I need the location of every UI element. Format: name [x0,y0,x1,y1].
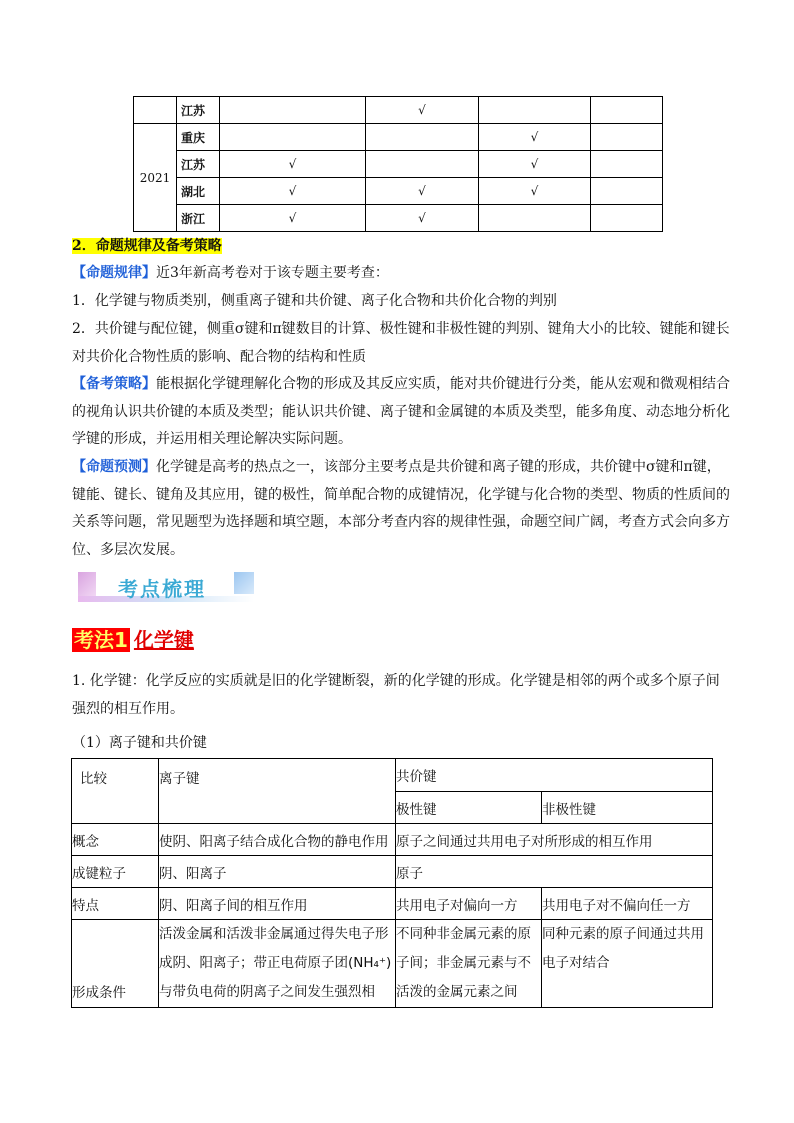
method-tag: 考法1 [74,628,128,652]
rule-item-2: 2．共价键与配位键，侧重σ键和π键数目的计算、极性键和非极性键的判别、键角大小的比较、键能和键长对共价化合物性质的影响、配合物的结构和性质 [72,321,730,365]
intro-paragraph: 1. 化学键：化学反应的实质就是旧的化学键断裂，新的化学键的形成。化学键是相邻的两个或多个原子间强烈的相互作用。 [72,673,720,717]
table-row [72,759,713,792]
method-heading [72,624,194,653]
bond-comparison-table [71,758,713,1008]
conditions-polar: 不同种非金属元素的原子间；非金属元素与不活泼的金属元素之间 [396,920,542,1008]
mark-cell [220,124,366,151]
table-row [72,888,713,920]
mark-cell: √ [479,124,591,151]
section2-title-line [72,233,732,261]
rule-paragraph [72,260,732,288]
strategy-text: 能根据化学键理解化合物的形成及其反应实质，能对共价键进行分类，能从宏观和微观相结合的视角认识共价键的本质及类型；能认识共价键、离子键和金属键的本质及类型，能多角度、动态地分析化学键的形成，并运用相关理论解决实际问题。 [72,376,730,447]
table-row [134,151,663,178]
mark-cell [591,205,663,232]
mark-cell: √ [220,178,366,205]
mark-cell [591,124,663,151]
mark-cell: √ [366,97,479,124]
mark-cell [479,97,591,124]
strategy-label: 【备考策略】 [72,376,156,392]
conditions-nonpolar: 同种元素的原子间通过共用电子对结合 [542,920,713,1008]
mark-cell: √ [366,178,479,205]
mark-cell: √ [220,205,366,232]
forecast-paragraph [72,454,732,564]
banner-decoration-right [234,572,254,594]
table-row [134,178,663,205]
row-label-conditions: 形成条件 [72,920,159,1008]
header-nonpolar: 非极性键 [542,792,713,824]
particles-covalent: 原子 [396,856,713,888]
province-cell: 江苏 [177,97,220,124]
concept-covalent: 原子之间通过共用电子对所形成的相互作用 [396,824,713,856]
rule-text: 近3年新高考卷对于该专题主要考查： [156,265,389,281]
header-covalent: 共价键 [396,759,713,792]
forecast-label: 【命题预测】 [72,459,156,475]
table-row [72,920,713,1008]
table-row [72,824,713,856]
mark-cell [366,151,479,178]
header-ionic: 离子键 [159,759,396,824]
banner-title: 考点梳理 [118,577,206,601]
mark-cell: √ [366,205,479,232]
mark-cell [220,97,366,124]
row-label-concept: 概念 [72,824,159,856]
banner-decoration-left [78,572,96,596]
mark-cell [591,151,663,178]
mark-cell: √ [479,151,591,178]
header-compare: 比较 [72,759,159,824]
section-banner [78,570,258,606]
features-ionic: 阴、阳离子间的相互作用 [159,888,396,920]
strategy-paragraph [72,371,732,454]
year-cell-blank [134,97,177,124]
concept-ionic: 使阴、阳离子结合成化合物的静电作用 [159,824,396,856]
mark-cell [366,124,479,151]
particles-ionic: 阴、阳离子 [159,856,396,888]
row-label-features: 特点 [72,888,159,920]
mark-cell [591,178,663,205]
mark-cell: √ [220,151,366,178]
method-name: 化学键 [133,628,194,652]
province-cell: 重庆 [177,124,220,151]
features-nonpolar: 共用电子对不偏向任一方 [542,888,713,920]
province-cell: 湖北 [177,178,220,205]
features-polar: 共用电子对偏向一方 [396,888,542,920]
row-label-particles: 成键粒子 [72,856,159,888]
header-polar: 极性键 [396,792,542,824]
conditions-ionic: 活泼金属和活泼非金属通过得失电子形成阴、阳离子；带正电荷原子团(NH₄⁺)与带负电荷的阴离子之间发生强烈相 [159,920,396,1008]
section2-title: 2．命题规律及备考策略 [72,238,222,254]
table-row [72,856,713,888]
mark-cell: √ [479,178,591,205]
province-cell: 江苏 [177,151,220,178]
rule-item-1: 1．化学键与物质类别，侧重离子键和共价键、离子化合物和共价化合物的判别 [72,293,557,309]
province-cell: 浙江 [177,205,220,232]
year-cell: 2021 [134,124,177,232]
exam-frequency-table [133,96,663,232]
subheading: （1）离子键和共价键 [72,735,207,751]
mark-cell [591,97,663,124]
table-row [134,205,663,232]
table-row [134,124,663,151]
table-row [134,97,663,124]
forecast-text: 化学键是高考的热点之一，该部分主要考点是共价键和离子键的形成，共价键中σ键和π键，键能、键长、键角及其应用，键的极性，简单配合物的成键情况，化学键与化合物的类型、物质的性质间的关系等问题，常见题型为选择题和填空题，本部分考查内容的规律性强，命题空间广阔，考查方式会向多方位、多层次发展。 [72,459,730,558]
rule-label: 【命题规律】 [72,265,156,281]
mark-cell [479,205,591,232]
